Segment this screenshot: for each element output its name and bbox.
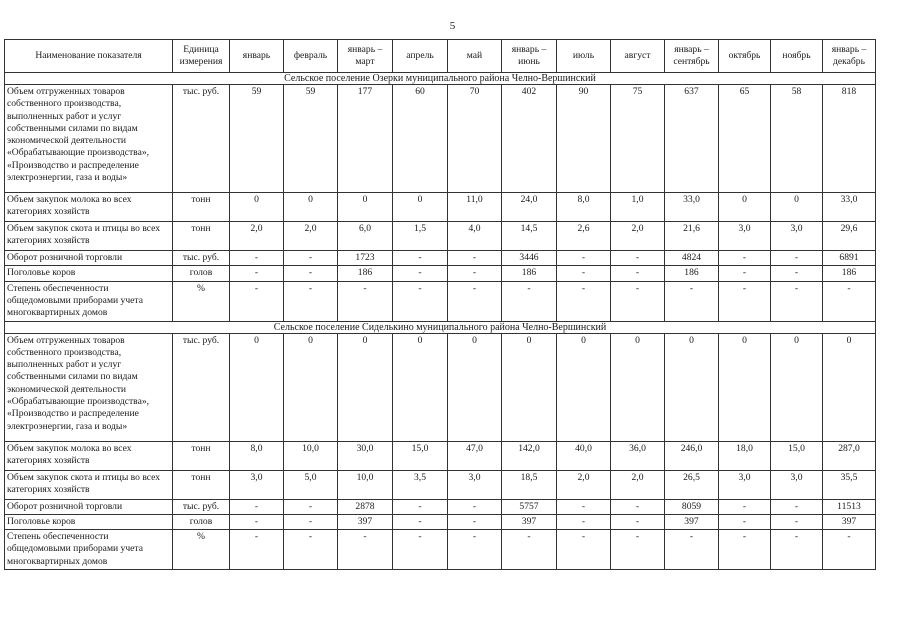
indicator-unit: тонн: [173, 193, 230, 222]
header-month: август: [611, 40, 665, 73]
value-cell: 818: [823, 85, 876, 193]
section-row: [5, 73, 876, 85]
value-cell: -: [448, 281, 502, 321]
table-row: [5, 85, 876, 193]
value-cell: 47,0: [448, 441, 502, 470]
indicator-unit: тыс. руб.: [173, 499, 230, 514]
value-cell: -: [557, 514, 611, 529]
value-cell: -: [338, 281, 393, 321]
value-cell: -: [393, 530, 448, 570]
value-cell: -: [611, 530, 665, 570]
value-cell: -: [230, 251, 284, 266]
value-cell: 0: [393, 193, 448, 222]
value-cell: 8059: [665, 499, 719, 514]
header-row: [5, 40, 876, 73]
value-cell: 142,0: [502, 441, 557, 470]
value-cell: 5,0: [284, 470, 338, 499]
value-cell: 8,0: [557, 193, 611, 222]
indicator-name: Объем закупок скота и птицы во всех категориях хозяйств: [5, 222, 173, 251]
value-cell: 0: [557, 333, 611, 441]
value-cell: -: [611, 514, 665, 529]
value-cell: -: [284, 514, 338, 529]
value-cell: 33,0: [823, 193, 876, 222]
value-cell: 0: [448, 333, 502, 441]
value-cell: -: [557, 251, 611, 266]
value-cell: -: [284, 266, 338, 281]
value-cell: -: [665, 281, 719, 321]
value-cell: -: [230, 514, 284, 529]
value-cell: 3,0: [771, 222, 823, 251]
value-cell: 0: [338, 193, 393, 222]
indicator-unit: голов: [173, 266, 230, 281]
value-cell: -: [665, 530, 719, 570]
value-cell: 0: [502, 333, 557, 441]
value-cell: -: [557, 499, 611, 514]
value-cell: 0: [665, 333, 719, 441]
value-cell: -: [284, 530, 338, 570]
indicator-name: Оборот розничной торговли: [5, 251, 173, 266]
value-cell: -: [502, 530, 557, 570]
value-cell: 0: [611, 333, 665, 441]
value-cell: 18,0: [719, 441, 771, 470]
value-cell: 8,0: [230, 441, 284, 470]
value-cell: -: [230, 266, 284, 281]
value-cell: 11513: [823, 499, 876, 514]
value-cell: 33,0: [665, 193, 719, 222]
section-row: [5, 321, 876, 333]
value-cell: 40,0: [557, 441, 611, 470]
value-cell: 5757: [502, 499, 557, 514]
header-month: апрель: [393, 40, 448, 73]
header-month: январь – июнь: [502, 40, 557, 73]
indicator-name: Объем закупок скота и птицы во всех категориях хозяйств: [5, 470, 173, 499]
value-cell: -: [230, 281, 284, 321]
value-cell: 0: [719, 193, 771, 222]
value-cell: 4,0: [448, 222, 502, 251]
indicator-unit: голов: [173, 514, 230, 529]
value-cell: -: [719, 499, 771, 514]
value-cell: 58: [771, 85, 823, 193]
value-cell: -: [611, 499, 665, 514]
value-cell: 0: [284, 193, 338, 222]
value-cell: 2,0: [284, 222, 338, 251]
value-cell: -: [393, 514, 448, 529]
value-cell: 75: [611, 85, 665, 193]
value-cell: -: [284, 281, 338, 321]
value-cell: -: [393, 251, 448, 266]
value-cell: -: [823, 530, 876, 570]
value-cell: 4824: [665, 251, 719, 266]
value-cell: -: [719, 266, 771, 281]
value-cell: 36,0: [611, 441, 665, 470]
value-cell: 11,0: [448, 193, 502, 222]
value-cell: 18,5: [502, 470, 557, 499]
header-month: май: [448, 40, 502, 73]
value-cell: 70: [448, 85, 502, 193]
page-number: 5: [449, 20, 456, 32]
indicator-name: Объем отгруженных товаров собственного производства, выполненных работ и услуг собственными силами по видам экономической деятельности «Обрабатывающие производства», «Производство и распределение электроэнергии, газа и воды»: [5, 333, 173, 441]
header-month: январь – март: [338, 40, 393, 73]
value-cell: -: [771, 281, 823, 321]
value-cell: 397: [338, 514, 393, 529]
value-cell: 3,0: [771, 470, 823, 499]
value-cell: 35,5: [823, 470, 876, 499]
value-cell: 30,0: [338, 441, 393, 470]
value-cell: 3,0: [230, 470, 284, 499]
indicator-name: Объем закупок молока во всех категориях хозяйств: [5, 441, 173, 470]
value-cell: -: [771, 530, 823, 570]
value-cell: -: [448, 251, 502, 266]
indicator-unit: тонн: [173, 222, 230, 251]
indicator-unit: тонн: [173, 470, 230, 499]
value-cell: 1,0: [611, 193, 665, 222]
value-cell: -: [611, 281, 665, 321]
value-cell: 59: [284, 85, 338, 193]
value-cell: 3446: [502, 251, 557, 266]
value-cell: -: [719, 530, 771, 570]
value-cell: 60: [393, 85, 448, 193]
value-cell: 26,5: [665, 470, 719, 499]
value-cell: 14,5: [502, 222, 557, 251]
table-header: [5, 40, 876, 73]
value-cell: -: [502, 281, 557, 321]
value-cell: 29,6: [823, 222, 876, 251]
value-cell: 637: [665, 85, 719, 193]
value-cell: -: [230, 530, 284, 570]
indicator-unit: тонн: [173, 441, 230, 470]
value-cell: 0: [771, 333, 823, 441]
value-cell: 2,6: [557, 222, 611, 251]
header-month: январь – сентябрь: [665, 40, 719, 73]
value-cell: -: [338, 530, 393, 570]
value-cell: 397: [502, 514, 557, 529]
indicator-name: Поголовье коров: [5, 266, 173, 281]
table-row: [5, 499, 876, 514]
value-cell: 186: [665, 266, 719, 281]
value-cell: -: [611, 251, 665, 266]
value-cell: -: [448, 530, 502, 570]
value-cell: 3,0: [448, 470, 502, 499]
value-cell: -: [557, 281, 611, 321]
value-cell: 402: [502, 85, 557, 193]
value-cell: 246,0: [665, 441, 719, 470]
value-cell: 10,0: [338, 470, 393, 499]
value-cell: -: [771, 499, 823, 514]
value-cell: -: [771, 514, 823, 529]
value-cell: 0: [230, 193, 284, 222]
value-cell: 15,0: [393, 441, 448, 470]
table-row: [5, 222, 876, 251]
section-title: Сельское поселение Озерки муниципального района Челно-Вершинский: [5, 73, 876, 85]
value-cell: -: [230, 499, 284, 514]
indicator-unit: тыс. руб.: [173, 251, 230, 266]
value-cell: 3,0: [719, 222, 771, 251]
value-cell: -: [448, 266, 502, 281]
value-cell: -: [284, 251, 338, 266]
value-cell: -: [719, 514, 771, 529]
value-cell: 90: [557, 85, 611, 193]
indicator-name: Объем закупок молока во всех категориях хозяйств: [5, 193, 173, 222]
value-cell: -: [719, 251, 771, 266]
value-cell: 0: [230, 333, 284, 441]
header-month: январь – декабрь: [823, 40, 876, 73]
value-cell: -: [823, 281, 876, 321]
value-cell: 21,6: [665, 222, 719, 251]
value-cell: 0: [338, 333, 393, 441]
header-month: июль: [557, 40, 611, 73]
value-cell: 2,0: [611, 222, 665, 251]
value-cell: -: [611, 266, 665, 281]
table-row: [5, 193, 876, 222]
value-cell: -: [393, 281, 448, 321]
value-cell: -: [393, 499, 448, 514]
value-cell: 1,5: [393, 222, 448, 251]
table-row: [5, 251, 876, 266]
table-row: [5, 281, 876, 321]
table-row: [5, 441, 876, 470]
indicator-name: Степень обеспеченности общедомовыми приборами учета многоквартирных домов: [5, 530, 173, 570]
value-cell: 0: [771, 193, 823, 222]
indicator-name: Объем отгруженных товаров собственного производства, выполненных работ и услуг собственными силами по видам экономической деятельности «Обрабатывающие производства», «Производство и распределение электроэнергии, газа и воды»: [5, 85, 173, 193]
value-cell: 397: [665, 514, 719, 529]
value-cell: 6,0: [338, 222, 393, 251]
value-cell: 10,0: [284, 441, 338, 470]
value-cell: 0: [393, 333, 448, 441]
table-row: [5, 266, 876, 281]
value-cell: -: [557, 266, 611, 281]
value-cell: 1723: [338, 251, 393, 266]
header-month: февраль: [284, 40, 338, 73]
value-cell: 65: [719, 85, 771, 193]
table-row: [5, 514, 876, 529]
header-unit: Единица измерения: [173, 40, 230, 73]
value-cell: 397: [823, 514, 876, 529]
indicator-table: [4, 39, 876, 570]
value-cell: 59: [230, 85, 284, 193]
header-name: Наименование показателя: [5, 40, 173, 73]
value-cell: 287,0: [823, 441, 876, 470]
table-row: [5, 333, 876, 441]
value-cell: 0: [284, 333, 338, 441]
indicator-name: Степень обеспеченности общедомовыми приборами учета многоквартирных домов: [5, 281, 173, 321]
indicator-name: Оборот розничной торговли: [5, 499, 173, 514]
value-cell: 2878: [338, 499, 393, 514]
indicator-unit: тыс. руб.: [173, 85, 230, 193]
value-cell: 15,0: [771, 441, 823, 470]
value-cell: 0: [823, 333, 876, 441]
value-cell: -: [771, 266, 823, 281]
value-cell: -: [448, 514, 502, 529]
table-row: [5, 530, 876, 570]
value-cell: 186: [502, 266, 557, 281]
value-cell: 3,5: [393, 470, 448, 499]
indicator-name: Поголовье коров: [5, 514, 173, 529]
value-cell: 2,0: [611, 470, 665, 499]
value-cell: 3,0: [719, 470, 771, 499]
header-month: ноябрь: [771, 40, 823, 73]
value-cell: 2,0: [230, 222, 284, 251]
value-cell: -: [393, 266, 448, 281]
value-cell: 186: [338, 266, 393, 281]
value-cell: -: [284, 499, 338, 514]
section-title: Сельское поселение Сиделькино муниципального района Челно-Вершинский: [5, 321, 876, 333]
value-cell: -: [719, 281, 771, 321]
header-month: октябрь: [719, 40, 771, 73]
header-month: январь: [230, 40, 284, 73]
indicator-unit: %: [173, 281, 230, 321]
table-body: [5, 73, 876, 570]
value-cell: 186: [823, 266, 876, 281]
value-cell: 6891: [823, 251, 876, 266]
value-cell: 2,0: [557, 470, 611, 499]
value-cell: -: [771, 251, 823, 266]
value-cell: -: [557, 530, 611, 570]
value-cell: 24,0: [502, 193, 557, 222]
table-row: [5, 470, 876, 499]
value-cell: -: [448, 499, 502, 514]
value-cell: 177: [338, 85, 393, 193]
indicator-unit: %: [173, 530, 230, 570]
value-cell: 0: [719, 333, 771, 441]
indicator-unit: тыс. руб.: [173, 333, 230, 441]
